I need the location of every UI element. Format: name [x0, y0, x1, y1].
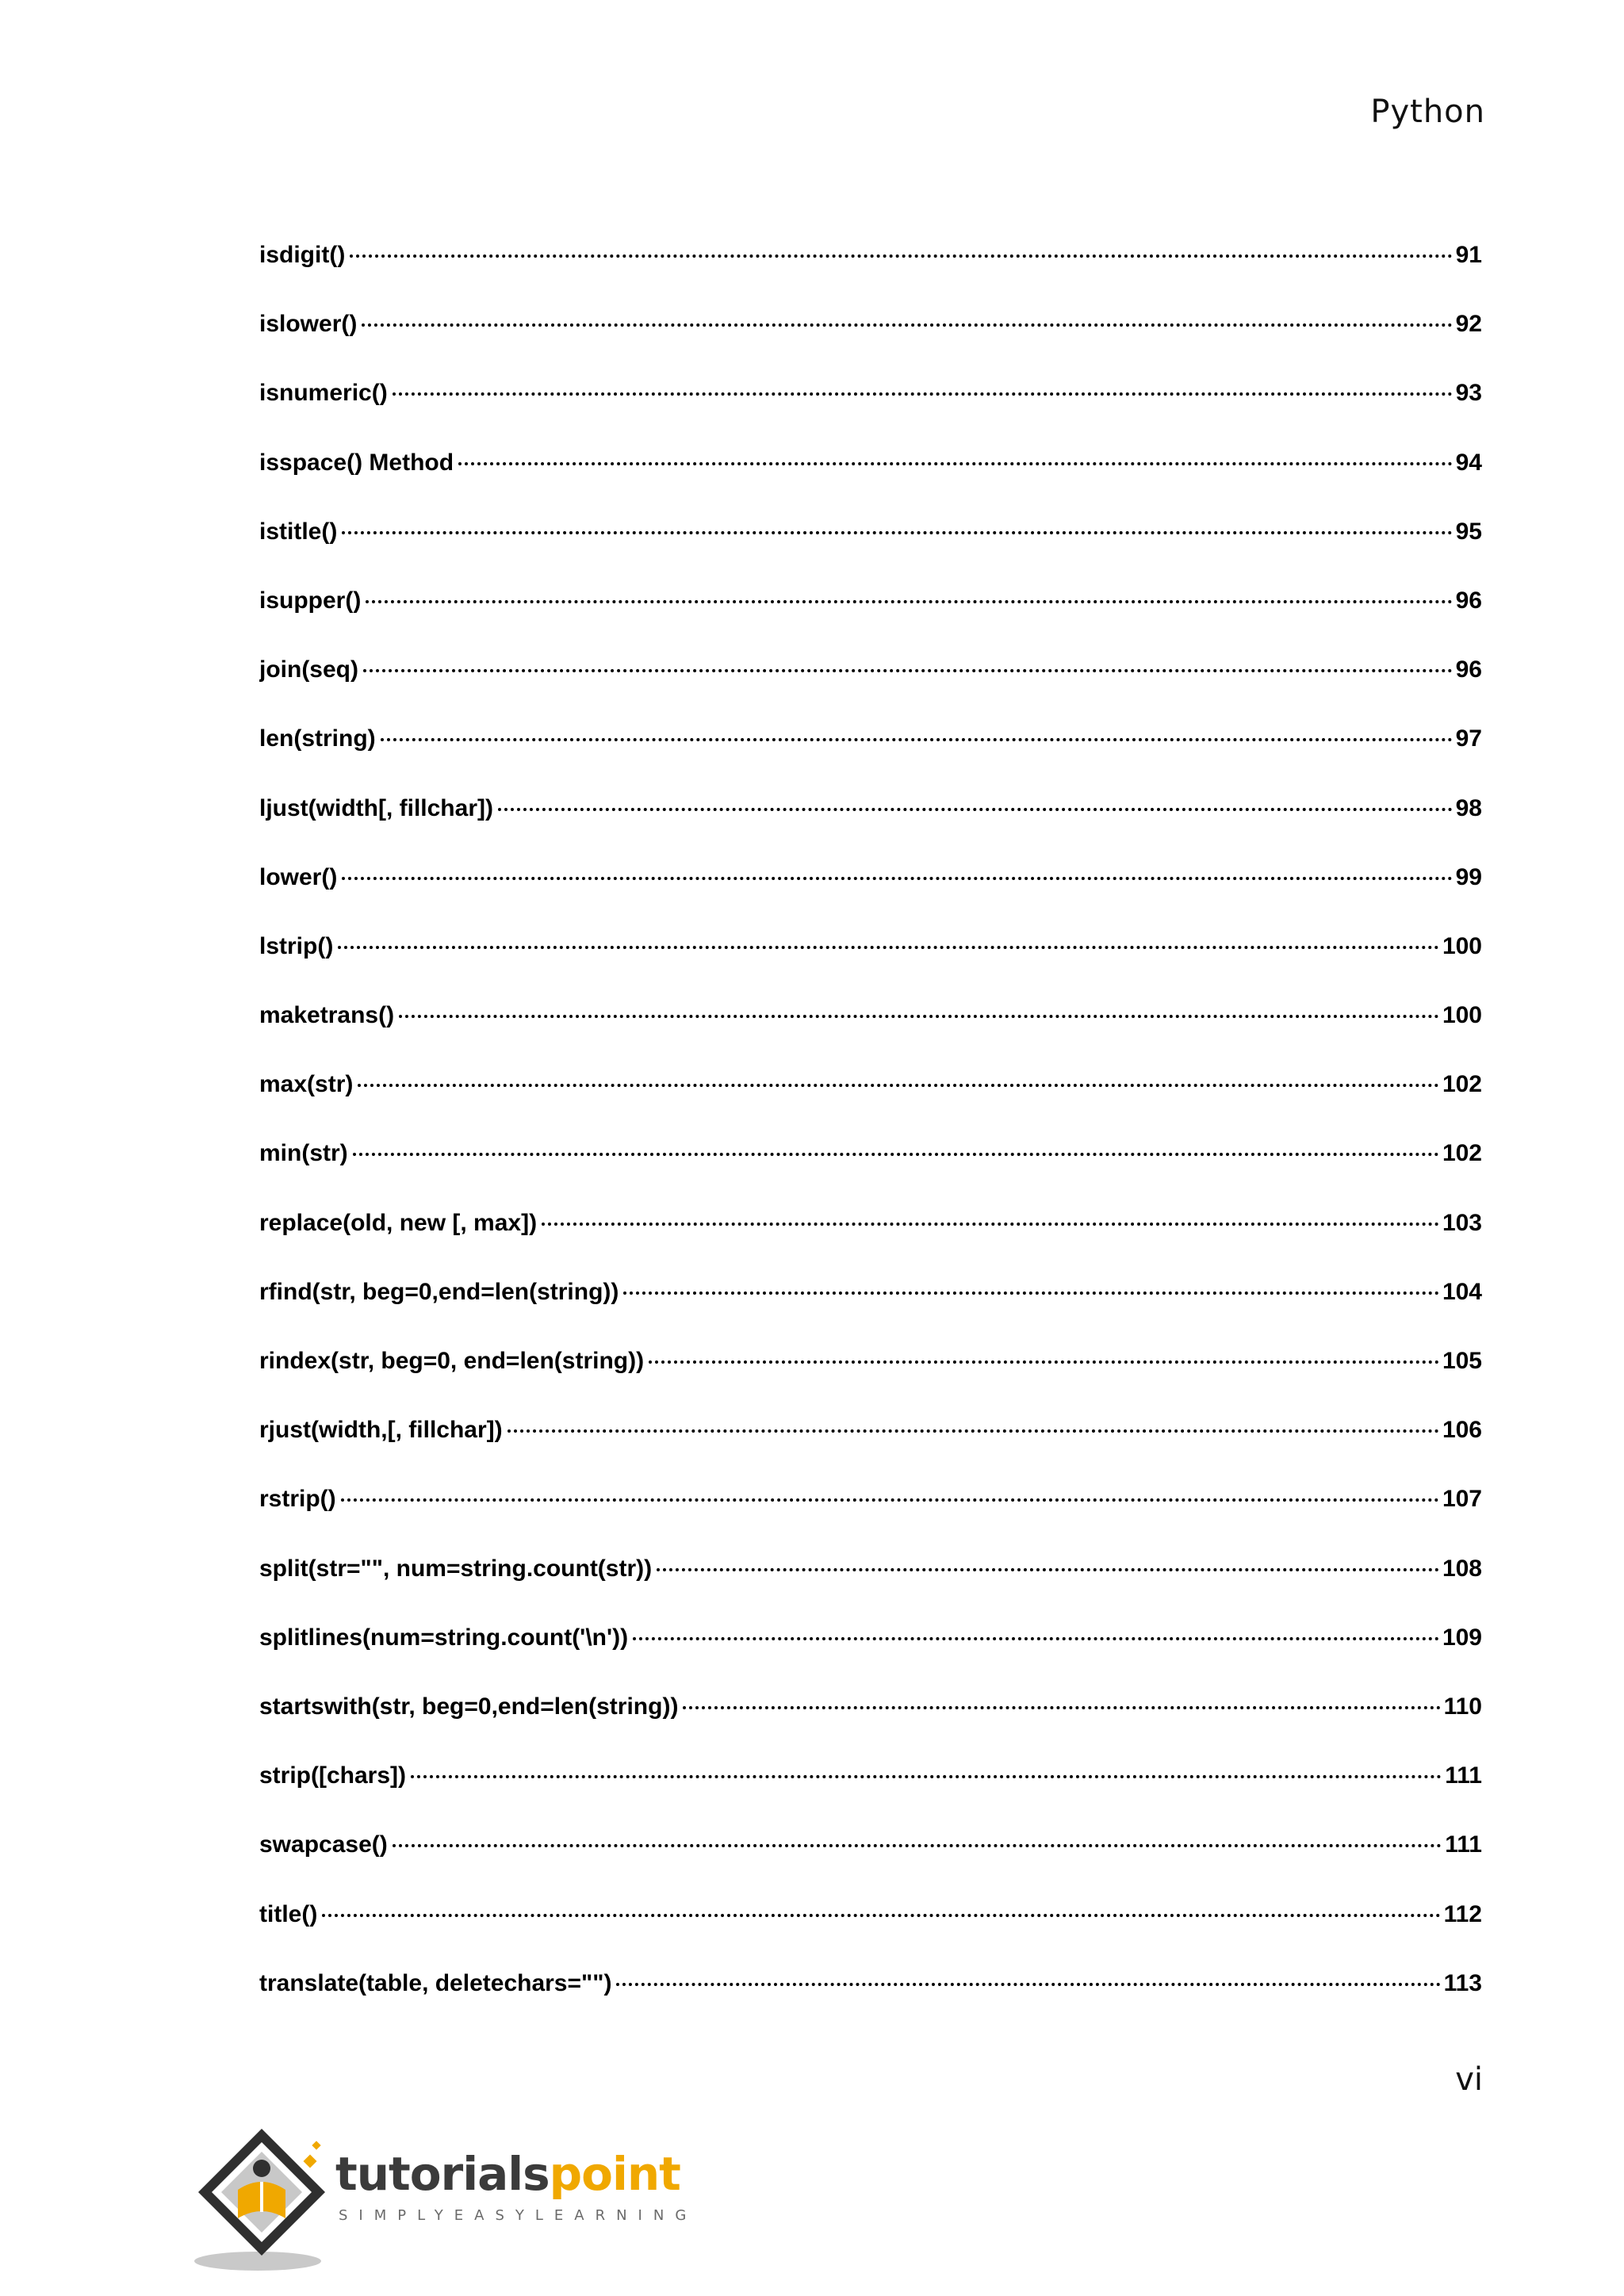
toc-entry[interactable]: [259, 795, 1482, 864]
logo-wordmark: [335, 2147, 680, 2201]
toc-entry[interactable]: [259, 1693, 1482, 1762]
toc-dot-leader: [683, 1706, 1440, 1709]
toc-entry-title: isdigit(): [259, 242, 346, 268]
table-of-contents: [259, 242, 1482, 2039]
toc-entry-title: title(): [259, 1900, 318, 1927]
toc-entry-title: max(str): [259, 1071, 354, 1098]
toc-entry[interactable]: [259, 242, 1482, 311]
toc-entry[interactable]: [259, 1002, 1482, 1071]
toc-entry-title: swapcase(): [259, 1831, 388, 1858]
toc-entry-page: 110: [1443, 1693, 1482, 1720]
header-title: Python: [1370, 94, 1485, 130]
toc-dot-leader: [342, 877, 1452, 880]
toc-entry-page: 104: [1442, 1278, 1482, 1305]
toc-entry-title: splitlines(num=string.count('\n')): [259, 1624, 629, 1651]
toc-entry[interactable]: [259, 1556, 1482, 1624]
toc-dot-leader: [542, 1223, 1439, 1226]
toc-entry-title: strip([chars]): [259, 1762, 407, 1789]
tutorialspoint-logo: [194, 2125, 698, 2271]
toc-entry[interactable]: [259, 587, 1482, 656]
toc-dot-leader: [498, 808, 1453, 811]
toc-entry-page: 91: [1455, 242, 1482, 268]
toc-entry-page: 102: [1442, 1140, 1482, 1167]
toc-entry-title: rstrip(): [259, 1486, 336, 1513]
toc-entry-page: 93: [1455, 380, 1482, 407]
toc-entry[interactable]: [259, 864, 1482, 933]
toc-entry[interactable]: [259, 656, 1482, 725]
toc-entry-page: 96: [1455, 656, 1482, 683]
toc-dot-leader: [657, 1568, 1439, 1571]
toc-entry[interactable]: [259, 380, 1482, 449]
toc-entry-title: len(string): [259, 725, 376, 752]
toc-entry-title: rjust(width,[, fillchar]): [259, 1417, 503, 1444]
toc-entry-title: isspace() Method: [259, 449, 454, 476]
toc-entry[interactable]: [259, 1071, 1482, 1140]
toc-dot-leader: [393, 392, 1453, 396]
toc-entry-page: 106: [1442, 1417, 1482, 1444]
toc-entry-page: 112: [1443, 1900, 1482, 1927]
toc-entry[interactable]: [259, 1762, 1482, 1831]
logo-word-part1: tutorials: [335, 2147, 550, 2201]
toc-entry-title: join(seq): [259, 656, 358, 683]
page-number: vi: [1455, 2061, 1483, 2098]
toc-dot-leader: [322, 1914, 1440, 1917]
toc-entry-title: replace(old, new [, max]): [259, 1209, 538, 1236]
toc-entry[interactable]: [259, 1348, 1482, 1417]
toc-entry-page: 98: [1455, 794, 1482, 821]
toc-entry[interactable]: [259, 1831, 1482, 1900]
toc-dot-leader: [623, 1292, 1439, 1295]
toc-entry-page: 111: [1445, 1831, 1482, 1858]
toc-dot-leader: [399, 1015, 1439, 1018]
toc-entry-page: 109: [1442, 1624, 1482, 1651]
toc-dot-leader: [350, 254, 1452, 258]
toc-entry[interactable]: [259, 933, 1482, 1002]
toc-entry-page: 99: [1455, 863, 1482, 890]
toc-entry[interactable]: [259, 1970, 1482, 2039]
toc-entry-page: 102: [1442, 1071, 1482, 1098]
toc-entry-page: 113: [1443, 1969, 1482, 1996]
toc-entry-page: 95: [1455, 518, 1482, 545]
logo-word-part2: point: [549, 2147, 680, 2201]
toc-entry[interactable]: [259, 311, 1482, 380]
toc-entry-title: lower(): [259, 863, 338, 890]
toc-entry-page: 96: [1455, 587, 1482, 614]
toc-entry[interactable]: [259, 1486, 1482, 1555]
toc-entry[interactable]: [259, 519, 1482, 587]
toc-entry-page: 107: [1442, 1486, 1482, 1513]
toc-entry-title: isnumeric(): [259, 380, 388, 407]
toc-entry[interactable]: [259, 1210, 1482, 1279]
toc-dot-leader: [341, 1498, 1439, 1502]
toc-entry[interactable]: [259, 1417, 1482, 1486]
logo-tagline: SIMPLYEASYLEARNING: [339, 2207, 698, 2224]
toc-entry-title: split(str="", num=string.count(str)): [259, 1555, 653, 1582]
toc-entry-page: 100: [1442, 1002, 1482, 1029]
toc-entry-title: islower(): [259, 311, 358, 338]
toc-dot-leader: [508, 1429, 1439, 1433]
toc-entry[interactable]: [259, 1624, 1482, 1693]
toc-dot-leader: [411, 1775, 1442, 1778]
toc-entry-page: 97: [1455, 725, 1482, 752]
toc-dot-leader: [458, 462, 1453, 465]
toc-dot-leader: [633, 1637, 1439, 1640]
toc-entry-page: 92: [1455, 311, 1482, 338]
toc-entry-title: translate(table, deletechars=""): [259, 1969, 612, 1996]
toc-entry-title: ljust(width[, fillchar]): [259, 794, 493, 821]
toc-dot-leader: [342, 531, 1452, 534]
toc-dot-leader: [616, 1983, 1440, 1986]
toc-dot-leader: [338, 946, 1439, 949]
toc-entry[interactable]: [259, 725, 1482, 794]
toc-entry[interactable]: [259, 1901, 1482, 1970]
toc-entry-page: 111: [1445, 1762, 1482, 1789]
toc-dot-leader: [353, 1153, 1439, 1156]
toc-entry[interactable]: [259, 1140, 1482, 1209]
toc-dot-leader: [381, 738, 1453, 741]
toc-entry-title: rfind(str, beg=0,end=len(string)): [259, 1278, 619, 1305]
toc-entry-title: lstrip(): [259, 932, 334, 959]
toc-dot-leader: [358, 1084, 1439, 1087]
toc-dot-leader: [366, 600, 1452, 603]
toc-entry-page: 94: [1455, 449, 1482, 476]
toc-entry-title: startswith(str, beg=0,end=len(string)): [259, 1693, 679, 1720]
toc-entry-page: 105: [1442, 1348, 1482, 1374]
toc-entry-title: istitle(): [259, 518, 338, 545]
toc-entry-title: maketrans(): [259, 1002, 395, 1029]
toc-entry-page: 103: [1442, 1209, 1482, 1236]
toc-dot-leader: [363, 669, 1453, 672]
toc-entry-title: min(str): [259, 1140, 348, 1167]
toc-entry[interactable]: [259, 1279, 1482, 1348]
toc-entry[interactable]: [259, 450, 1482, 519]
toc-entry-page: 108: [1442, 1555, 1482, 1582]
toc-dot-leader: [649, 1360, 1439, 1364]
toc-entry-page: 100: [1442, 932, 1482, 959]
toc-dot-leader: [393, 1844, 1442, 1847]
toc-dot-leader: [362, 323, 1452, 327]
toc-entry-title: rindex(str, beg=0, end=len(string)): [259, 1348, 645, 1374]
toc-entry-title: isupper(): [259, 587, 362, 614]
